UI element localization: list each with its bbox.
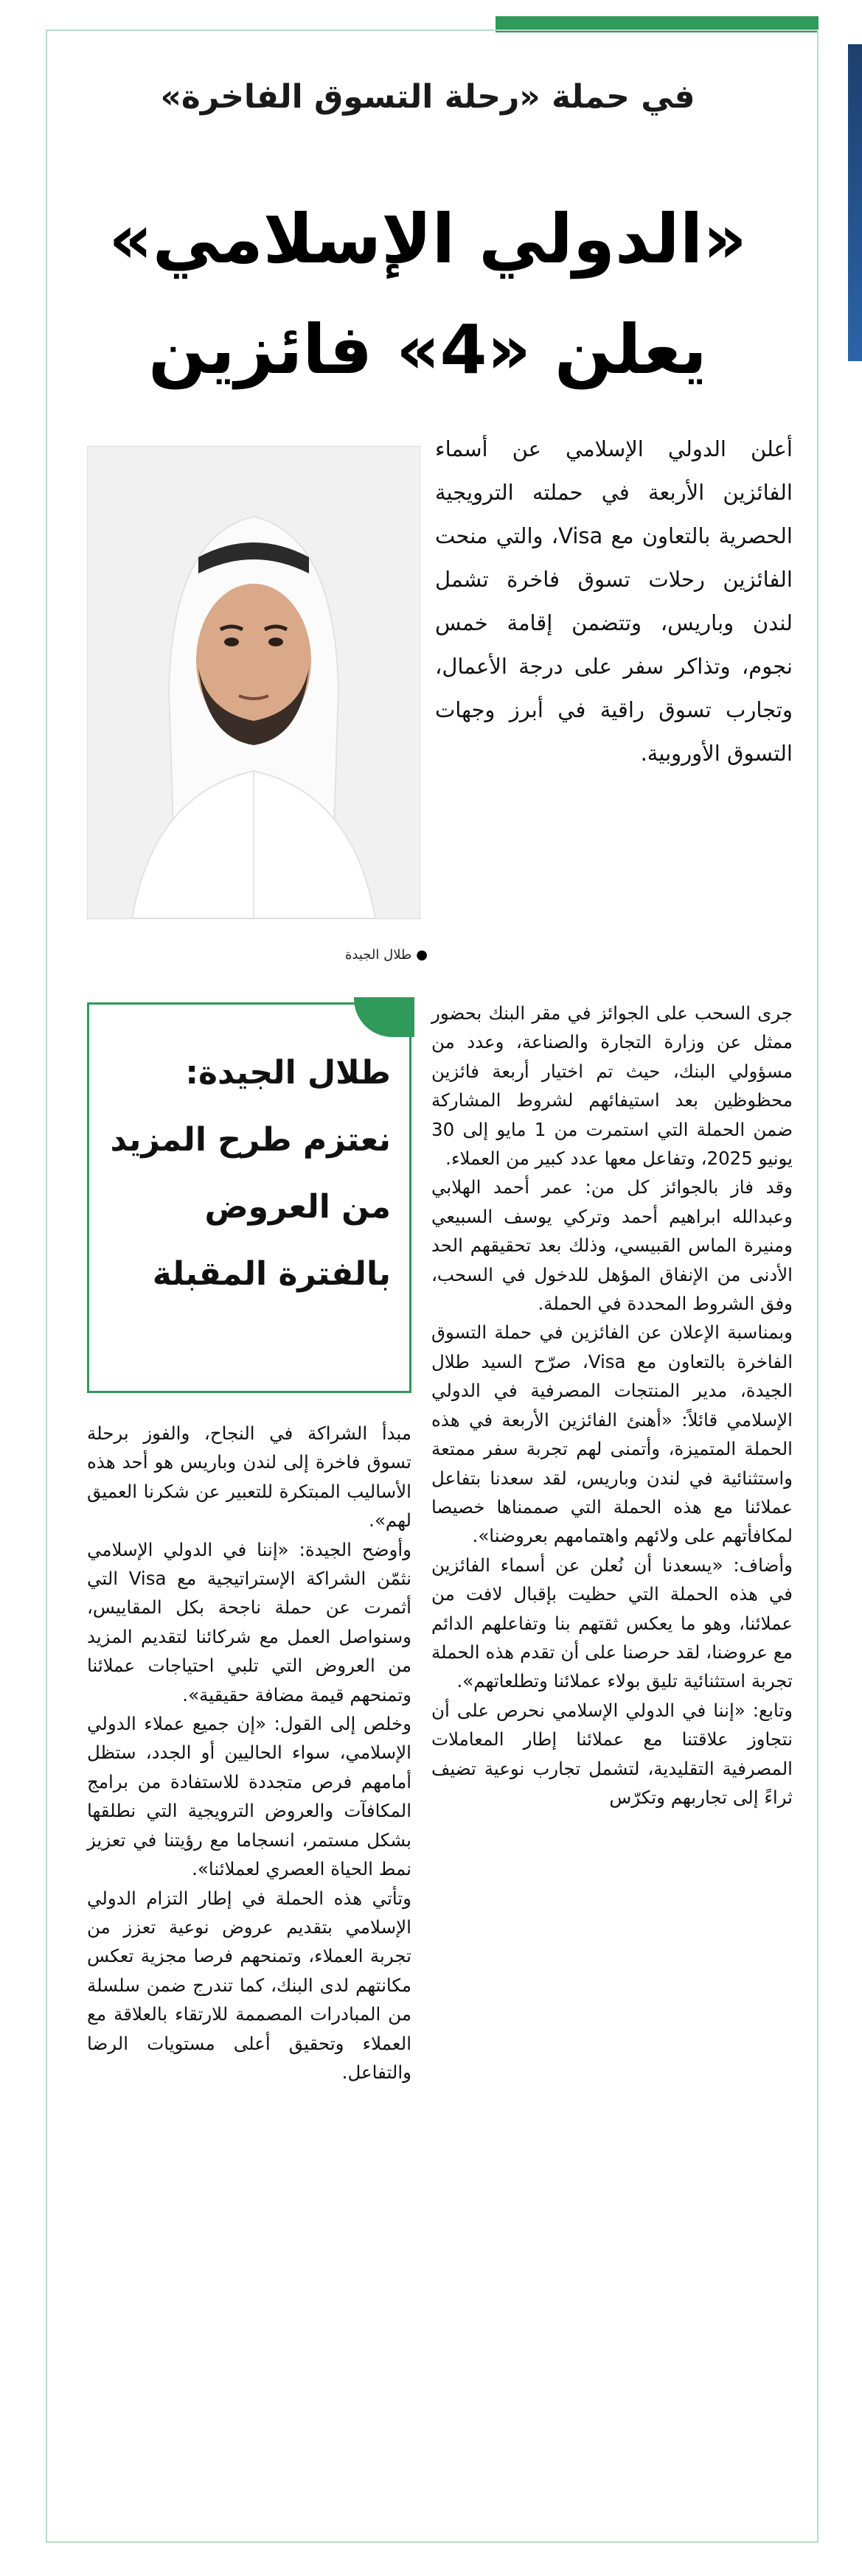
- lead-paragraph: أعلن الدولي الإسلامي عن أسماء الفائزين الأربعة في حملته الترويجية الحصرية بالتعاون مع Visa، والتي منحت الفائزين رحلات تسوق فاخرة تشمل لندن وباريس، وتتضمن إقامة خمس نجوم، وتذاكر سفر على درجة الأعمال، وتجارب تسوق راقية في أبرز وجهات التسوق الأوروبية.: [435, 436, 793, 766]
- headline-line-2: يعلن «4» فائزين: [148, 310, 707, 389]
- body-column-right: [431, 999, 793, 1812]
- body-paragraph: وتأتي هذه الحملة في إطار التزام الدولي الإسلامي بتقديم عروض نوعية تعزز من تجربة العملاء، وتمنحهم فرصا مجزية تعكس مكانتهم لدى البنك، كما تندرج ضمن سلسلة من المبادرات المصممة للارتقاء بالعلاقة مع العملاء وتحقيق أعلى مستويات الرضا والتفاعل.: [87, 1887, 411, 2083]
- portrait-photo: [87, 446, 420, 919]
- body-paragraph: وبمناسبة الإعلان عن الفائزين في حملة التسوق الفاخرة بالتعاون مع Visa، صرّح السيد طلال الجيدة، مدير المنتجات المصرفية في الدولي الإسلامي قائلاً: «أهنئ الفائزين الأربعة في هذه الحملة المتميزة، وأتمنى لهم تجربة سفر ممتعة واستثنائية في لندن وباريس، لقد سعدنا بتفاعل عملائنا مع هذه الحملة التي صممناها خصيصا لمكافأتهم على ولائهم واهتمامهم بعروضنا».: [431, 1322, 793, 1547]
- body-column-left: [87, 1419, 411, 2087]
- body-paragraph: مبدأ الشراكة في النجاح، والفوز برحلة تسوق فاخرة إلى لندن وباريس هو أحد هذه الأساليب المبتكرة للتعبير عن شكرنا العميق لهم».: [87, 1423, 411, 1532]
- body-paragraph: وأضاف: «يسعدنا أن نُعلن عن أسماء الفائزين في هذه الحملة التي حظيت بإقبال لافت من عملائنا، وهو ما يعكس ثقتهم بنا وتفاعلهم الدائم مع عروضنا، لقد حرصنا على أن تقدم هذه الحملة تجربة استثنائية تليق بولاء عملائنا وتطلعاتهم».: [431, 1554, 793, 1692]
- headline: [81, 184, 774, 405]
- kicker: في حملة «رحلة التسوق الفاخرة»: [160, 78, 695, 116]
- body-paragraph: وقد فاز بالجوائز كل من: عمر أحمد الهلابي وعبدالله ابراهيم أحمد وتركي يوسف السبيعي ومنيرة الماس القبيسي، وذلك بعد تحقيقهم الحد الأدنى من الإنفاق المؤهل للدخول في السحب، وفق الشروط المحددة في الحملة.: [431, 1176, 793, 1315]
- body-paragraph: جرى السحب على الجوائز في مقر البنك بحضور ممثل عن وزارة التجارة والصناعة، وعدد من مسؤولي البنك، حيث تم اختيار أربعة فائزين محظوظين بعد استيفائهم لشروط المشاركة ضمن الحملة التي استمرت من 1 مايو إلى 30 يونيو 2025، وتفاعل معها عدد كبير من العملاء.: [431, 1002, 793, 1170]
- pull-quote-text: طلال الجيدة: نعتزم طرح المزيد من العروض بالفترة المقبلة: [110, 1054, 391, 1293]
- headline-line-1: «الدولي الإسلامي»: [108, 200, 747, 279]
- photo-caption: [288, 947, 428, 963]
- body-paragraph: وتابع: «إننا في الدولي الإسلامي نحرص على أن نتجاوز علاقتنا مع عملائنا إطار المعاملات المصرفية التقليدية، لتشمل تجارب نوعية تضيف ثراءً إلى تجاربهم وتكرّس: [431, 1699, 793, 1808]
- photo-caption-text: طلال الجيدة: [345, 947, 412, 963]
- adjacent-page-edge: [848, 44, 862, 361]
- bullet-icon: ●: [416, 947, 428, 963]
- body-paragraph: وأوضح الجيدة: «إننا في الدولي الإسلامي نثمّن الشراكة الإستراتيجية مع Visa التي أثمرت عن حملة ناجحة بكل المقاييس، وسنواصل العمل مع شركائنا لتقديم المزيد من العروض التي تلبي احتياجات عملائنا وتمنحهم قيمة مضافة حقيقية».: [87, 1538, 411, 1706]
- body-paragraph: وخلص إلى القول: «إن جميع عملاء الدولي الإسلامي، سواء الحاليين أو الجدد، ستظل أمامهم فرص متجددة للاستفادة من برامج المكافآت والعروض الترويجية التي نطلقها بشكل مستمر، انسجاما مع رؤيتنا في تعزيز نمط الحياة العصري لعملائنا».: [87, 1713, 411, 1880]
- portrait-illustration: [88, 447, 420, 918]
